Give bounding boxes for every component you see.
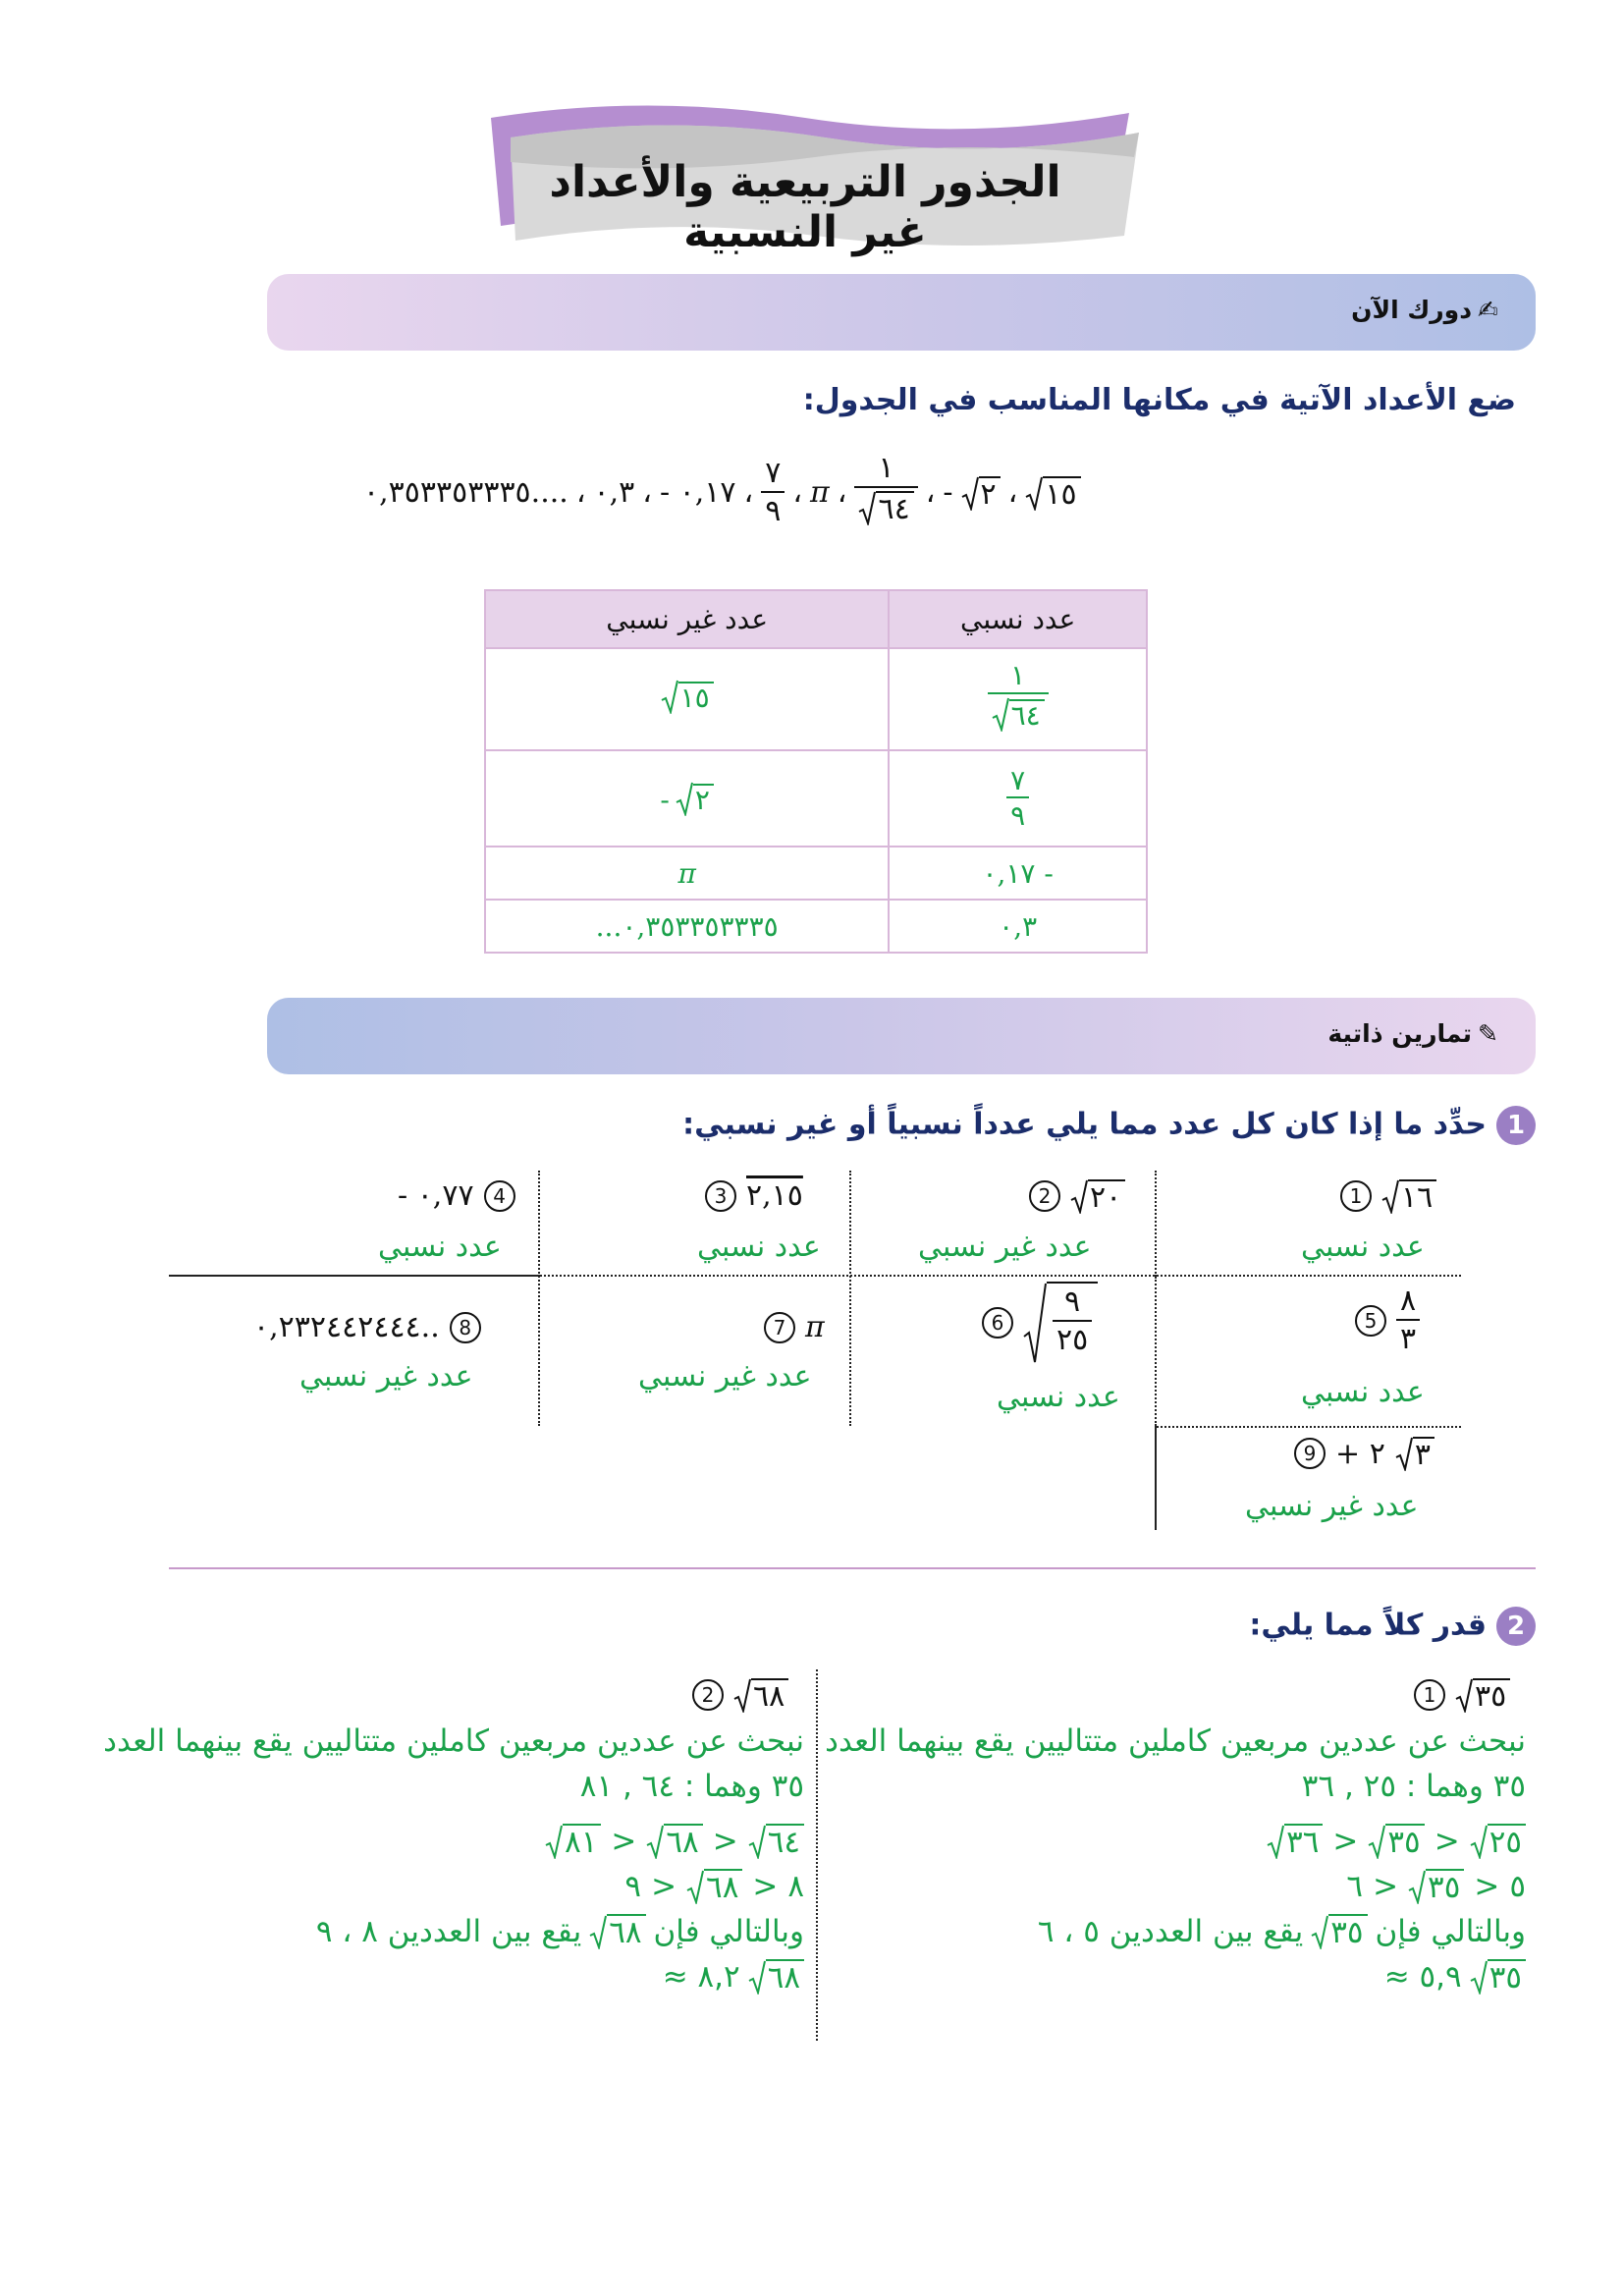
q1-item-8: ٠,٢٣٢٤٤٢٤٤٤.. 8: [253, 1310, 481, 1344]
q1-answer-6: عدد نسبي: [997, 1380, 1120, 1414]
q1-item-4: - ٠,٧٧ 4: [398, 1178, 515, 1213]
divider: [1155, 1426, 1157, 1530]
q2-a-header: ٣٥ 1: [1414, 1677, 1510, 1713]
divider: [1155, 1171, 1157, 1277]
q1-answer-8: عدد غير نسبي: [299, 1359, 473, 1394]
section-divider: [169, 1567, 1536, 1569]
q1-answer-9: عدد غير نسبي: [1245, 1489, 1419, 1523]
table-cell: - ٢: [485, 750, 889, 847]
pi-symbol: π: [810, 475, 830, 510]
table-cell: ٠,٣٥٣٣٥٣٣٣٥...: [485, 900, 889, 953]
divider: [849, 1171, 851, 1426]
pencil-hand-icon: ✍: [1478, 296, 1498, 324]
item-number: 8: [450, 1312, 481, 1343]
divider: [1155, 1277, 1157, 1426]
item-number: 7: [764, 1312, 795, 1343]
question-number: 2: [1496, 1607, 1536, 1646]
fraction-seven-ninths: $\frac{٧}{٩}$: [761, 457, 785, 528]
long-decimal: ٠,٣٥٣٣٥٣٣٣٥....: [363, 475, 568, 510]
divider: [538, 1171, 540, 1426]
q1-answer-7: عدد غير نسبي: [638, 1359, 812, 1394]
q1-item-1: ١٦ 1: [1340, 1178, 1436, 1214]
instruction: ضع الأعداد الآتية في مكانها المناسب في الجدول:: [802, 383, 1516, 417]
negative-decimal: - ٠,١٧: [659, 475, 736, 510]
q1-answer-2: عدد غير نسبي: [918, 1230, 1092, 1264]
q1-answer-4: عدد نسبي: [378, 1230, 502, 1264]
pencil-icon: ✎: [1478, 1019, 1498, 1048]
item-number: 1: [1414, 1679, 1445, 1711]
question-text: قدر كلاً مما يلي:: [1249, 1608, 1487, 1643]
item-number: 5: [1355, 1305, 1386, 1337]
item-number: 2: [1029, 1180, 1060, 1212]
table-cell: $\frac{١}{٦٤}$: [889, 648, 1147, 750]
question-text: حدِّد ما إذا كان كل عدد مما يلي عدداً نسبياً أو غير نسبي:: [682, 1107, 1487, 1142]
header-rational: عدد نسبي: [889, 590, 1147, 648]
item-number: 2: [692, 1679, 724, 1711]
item-number: 4: [484, 1180, 515, 1212]
question-2: [1249, 1607, 1536, 1646]
q1-item-2: ٢٠ 2: [1029, 1178, 1125, 1214]
q1-item-3: ٢,١٥ 3: [705, 1178, 803, 1213]
divider: [1157, 1426, 1461, 1428]
decimal-three: ٠,٣: [593, 475, 635, 510]
q1-item-7: π 7: [764, 1310, 825, 1344]
question-number: 1: [1496, 1106, 1536, 1145]
q1-item-6: $\frac{٩}{٢٥}$ 6: [982, 1282, 1098, 1364]
header-irrational: عدد غير نسبي: [485, 590, 889, 648]
q1-answer-5: عدد نسبي: [1301, 1375, 1425, 1409]
classification-table: [484, 589, 1148, 954]
numbers-line: ٠,٣٥٣٣٥٣٣٣٥.... ، ٠,٣ ، - ٠,١٧ ، $\frac{٧}{٩}$ ، π ، $\frac{١}{٦٤}$ ، - ٢ ، ١٥: [363, 452, 1267, 533]
section-band-your-turn: [267, 274, 1536, 351]
item-number: 9: [1294, 1438, 1326, 1469]
divider: [816, 1669, 818, 2041]
page-title: الجذور التربيعية والأعداد غير النسبية: [549, 157, 1061, 257]
band-label: دورك الآن: [1351, 296, 1473, 324]
fraction-one-over-sqrt64: $\frac{١}{٦٤}$: [854, 452, 917, 533]
divider: [169, 1275, 540, 1277]
q2-a-solution: نبحث عن عددين مربعين كاملين متتاليين يقع بينهما العدد ٣٥ وهما : ٢٥ , ٣٦ ٣٦ > ٣٥ > ٢٥ ٦ > ٣٥ > ٥ وبالتالي فإن ٣٥ يقع بين العددين ٥ ، ٦ ≈ ٥,٩ ٣٥: [825, 1723, 1526, 1995]
q1-answer-1: عدد نسبي: [1301, 1230, 1425, 1264]
divider: [540, 1275, 1461, 1277]
sqrt-two: ٢: [961, 475, 1001, 511]
q1-item-5: $\frac{٨}{٣}$ 5: [1355, 1285, 1420, 1356]
sqrt-fifteen: ١٥: [1025, 475, 1080, 511]
section-band-exercises: [267, 998, 1536, 1074]
q1-item-9: ٣ ٢ + 9: [1294, 1436, 1435, 1471]
table-cell: π: [485, 847, 889, 900]
band-label: تمارين ذاتية: [1327, 1019, 1473, 1048]
item-number: 3: [705, 1180, 736, 1212]
table-cell: ٠,٣: [889, 900, 1147, 953]
question-1: [682, 1106, 1536, 1145]
table-cell: ١٥: [485, 648, 889, 750]
q1-answer-3: عدد نسبي: [697, 1230, 821, 1264]
table-cell: $\frac{٧}{٩}$: [889, 750, 1147, 847]
q2-b-solution: نبحث عن عددين مربعين كاملين متتاليين يقع بينهما العدد ٣٥ وهما : ٦٤ , ٨١ ٨١ > ٦٨ > ٦٤ ٩ > ٦٨ > ٨ وبالتالي فإن ٦٨ يقع بين العددين ٨ ، ٩ ≈ ٨,٢ ٦٨: [103, 1723, 804, 1995]
item-number: 1: [1340, 1180, 1372, 1212]
table-cell: - ٠,١٧: [889, 847, 1147, 900]
q2-b-header: ٦٨ 2: [692, 1677, 788, 1713]
item-number: 6: [982, 1307, 1013, 1339]
